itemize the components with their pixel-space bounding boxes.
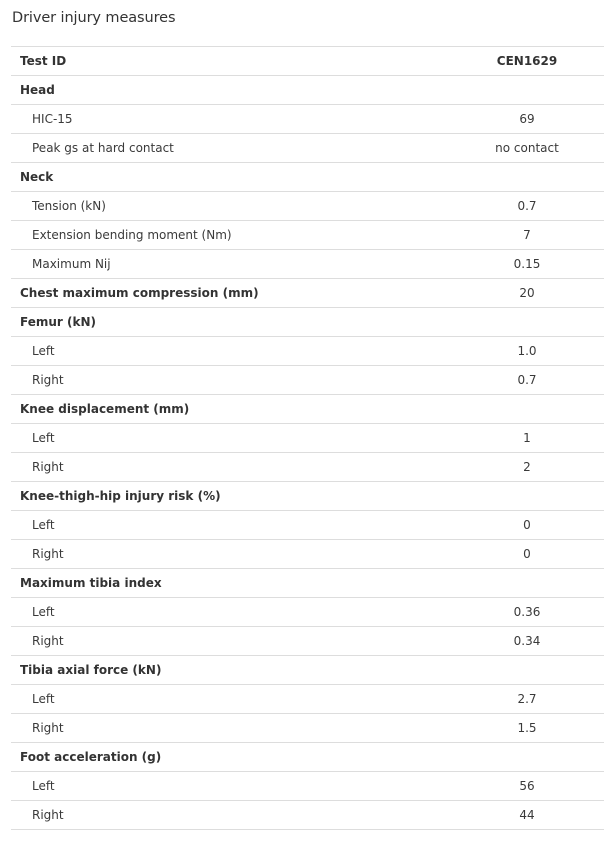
table-group-row bbox=[11, 163, 604, 192]
group-label: Maximum tibia index bbox=[20, 576, 162, 590]
measure-label: Left bbox=[32, 692, 55, 706]
measure-value: 1.5 bbox=[517, 721, 537, 735]
table-row bbox=[11, 453, 604, 482]
table-group-row bbox=[11, 482, 604, 511]
measure-label: Tension (kN) bbox=[32, 199, 106, 213]
group-label: Knee displacement (mm) bbox=[20, 402, 190, 416]
table-row bbox=[11, 598, 604, 627]
table-row bbox=[11, 366, 604, 395]
measure-value: 69 bbox=[519, 112, 535, 126]
table-row bbox=[11, 134, 604, 163]
group-label: Foot acceleration (g) bbox=[20, 750, 162, 764]
table-group-row bbox=[11, 395, 604, 424]
measure-value: 0 bbox=[523, 518, 531, 532]
measure-label: HIC-15 bbox=[32, 112, 73, 126]
measure-label: Left bbox=[32, 605, 55, 619]
measure-value: 2 bbox=[523, 460, 531, 474]
group-label: Tibia axial force (kN) bbox=[20, 663, 162, 677]
table-group-row bbox=[11, 308, 604, 337]
measure-label: Maximum Nij bbox=[32, 257, 111, 271]
measure-value: 20 bbox=[519, 286, 535, 300]
measure-label: Right bbox=[32, 373, 64, 387]
table-header-row bbox=[11, 47, 604, 76]
measure-value: 44 bbox=[519, 808, 535, 822]
test-id-value: CEN1629 bbox=[496, 54, 558, 68]
measure-value: 0.15 bbox=[513, 257, 541, 271]
measure-value: 1 bbox=[523, 431, 531, 445]
measure-label: Right bbox=[32, 460, 64, 474]
table-row bbox=[11, 685, 604, 714]
table-row bbox=[11, 424, 604, 453]
table-row bbox=[11, 772, 604, 801]
injury-measures-table bbox=[11, 46, 604, 830]
measure-label: Right bbox=[32, 547, 64, 561]
table-row bbox=[11, 192, 604, 221]
table-group-row bbox=[11, 743, 604, 772]
table-row bbox=[11, 540, 604, 569]
group-label: Head bbox=[20, 83, 55, 97]
measure-label: Left bbox=[32, 779, 55, 793]
table-group-row bbox=[11, 569, 604, 598]
table-group-row bbox=[11, 279, 604, 308]
table-row bbox=[11, 337, 604, 366]
measure-label: Right bbox=[32, 634, 64, 648]
table-row bbox=[11, 221, 604, 250]
measure-value: 0.34 bbox=[513, 634, 541, 648]
table-row bbox=[11, 801, 604, 830]
measure-value: 0.7 bbox=[517, 373, 537, 387]
measure-value: 56 bbox=[519, 779, 535, 793]
table-row bbox=[11, 627, 604, 656]
measure-label: Left bbox=[32, 344, 55, 358]
measure-label: Right bbox=[32, 808, 64, 822]
table-group-row bbox=[11, 656, 604, 685]
measure-value: 7 bbox=[523, 228, 531, 242]
measure-value: 0.36 bbox=[513, 605, 541, 619]
measure-label: Left bbox=[32, 431, 55, 445]
measure-label: Left bbox=[32, 518, 55, 532]
group-label: Neck bbox=[20, 170, 54, 184]
table-row bbox=[11, 105, 604, 134]
test-id-label: Test ID bbox=[20, 54, 67, 68]
measure-value: 0 bbox=[523, 547, 531, 561]
measure-value: 1.0 bbox=[517, 344, 537, 358]
table-row bbox=[11, 714, 604, 743]
page-title: Driver injury measures bbox=[12, 10, 176, 26]
group-label: Knee-thigh-hip injury risk (%) bbox=[20, 489, 221, 503]
table-row bbox=[11, 511, 604, 540]
measure-label: Peak gs at hard contact bbox=[32, 141, 174, 155]
measure-value: no contact bbox=[495, 141, 559, 155]
table-group-row bbox=[11, 76, 604, 105]
group-label: Chest maximum compression (mm) bbox=[20, 286, 259, 300]
measure-label: Extension bending moment (Nm) bbox=[32, 228, 232, 242]
table-row bbox=[11, 250, 604, 279]
group-label: Femur (kN) bbox=[20, 315, 96, 329]
measure-label: Right bbox=[32, 721, 64, 735]
table-body bbox=[11, 76, 604, 830]
measure-value: 2.7 bbox=[517, 692, 537, 706]
measure-value: 0.7 bbox=[517, 199, 537, 213]
